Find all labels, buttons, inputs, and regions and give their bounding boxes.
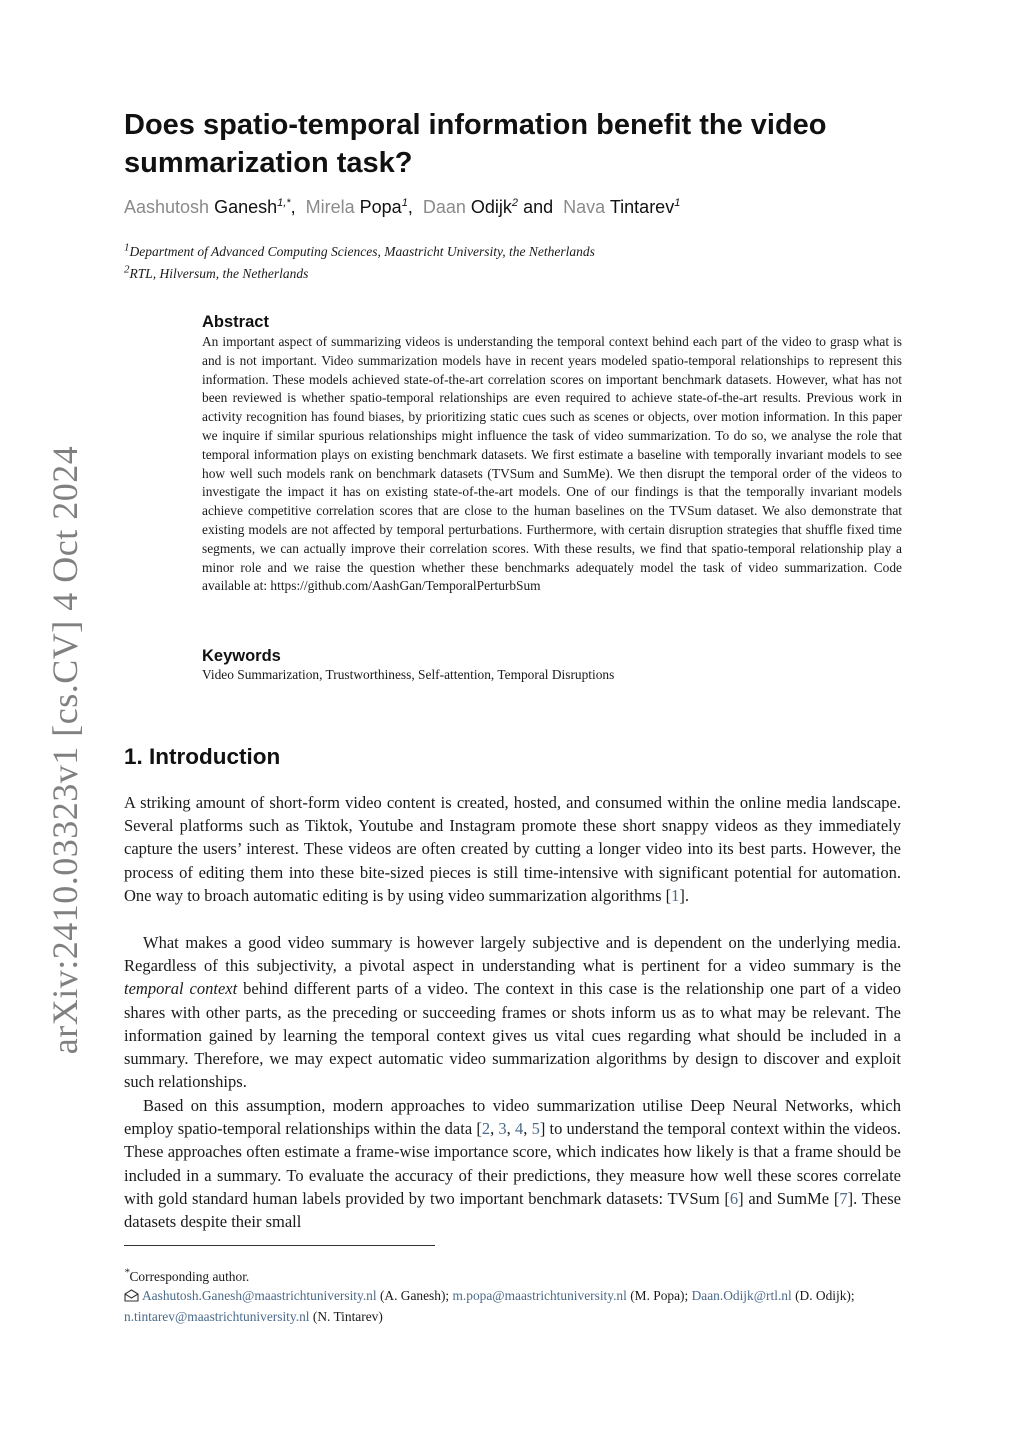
citation-link[interactable]: 5	[531, 1119, 540, 1139]
author-family-name: Odijk	[470, 197, 512, 217]
citation-link[interactable]: 1	[671, 885, 680, 905]
email-link[interactable]: m.popa@maastrichtuniversity.nl	[452, 1288, 627, 1303]
author-affiliation-mark: 1	[674, 197, 681, 209]
author-given-name: Nava	[563, 197, 606, 217]
abstract-text: An important aspect of summarizing videos is understanding the temporal context behind each part of the video to grasp what is and is not important. Video summarization models have in recent years modeled spatio-temporal relationships to represent this information. These models achieved state-of-the-art correlation scores on important benchmark datasets. However, what has not been reviewed is whether spatio-temporal relationships are even required to achieve state-of-the-art results. Previous work in activity recognition has found biases, by prioritizing static cues such as scenes or objects, over motion information. In this paper we inquire if similar spurious relationships might influence the task of video summarization. To do so, we analyse the role that temporal information plays on existing benchmark datasets. We first estimate a baseline with temporally invariant models to see how well such models rank on benchmark datasets (TVSum and SumMe). We then disrupt the temporal order of the videos to investigate the impact it has on existing state-of-the-art models. One of our findings is that the temporally invariant models achieve competitive correlation scores that are close to the human baselines on the TVSum dataset. We also demonstrate that existing models are not affected by temporal perturbations. Furthermore, with certain disruption strategies that shuffle fixed time segments, we can actually improve their correlation scores. With these results, we find that spatio-temporal relationship play a minor role and we raise the question whether these benchmarks adequately model the task of video summarization. Code available at: https://github.com/AashGan/TemporalPerturbSum	[202, 334, 902, 594]
citation-link[interactable]: 7	[839, 1188, 848, 1208]
arxiv-identifier: arXiv:2410.03323v1 [cs.CV] 4 Oct 2024	[45, 445, 85, 1055]
abstract-heading: Abstract	[202, 313, 269, 331]
citation-link[interactable]: 4	[515, 1119, 524, 1139]
paragraph-text: ]. These datasets despite their small	[124, 1188, 901, 1232]
intro-paragraph-1	[124, 791, 901, 907]
paragraph-text: Based on this assumption, modern approaches to video summarization utilise Deep Neural Networks, which employ spatio-temporal relationships within the data [	[124, 1096, 901, 1139]
paragraph-text: A striking amount of short-form video content is created, hosted, and consumed within the online media landscape. Several platforms such as Tiktok, Youtube and Instagram promote these short snappy videos as they immediately capture the users’ interest. These videos are often created by cutting a longer video into its best parts. However, the process of editing them into these bite-sized pieces is still time-intensive with significant potential for automation. One way to broach automatic editing is by using video summarization algorithms [	[124, 793, 901, 905]
paragraph-text: ] to understand the temporal context within the videos. These approaches often estimate a frame-wise importance score, which indicates how likely is that a frame should be included in a summary. To evaluate the accuracy of their predictions, they measure how well these scores correlate with gold standard human labels provided by two important benchmark datasets: TVSum [	[124, 1119, 902, 1208]
affiliation-mark: 1	[124, 241, 130, 254]
author-separator: ,	[290, 197, 296, 217]
paragraph-text: behind different parts of a video. The context in this case is the relationship one part of a video shares with other parts, as the preceding or succeeding frames or shots inform us as to what may be relevant. The information gained by learning the temporal context gives us vital cues regarding what should be included in a summary. Therefore, we may expect automatic video summarization algorithms by design to discover and exploit such relationships.	[124, 979, 901, 1092]
email-link[interactable]: n.tintarev@maastrichtuniversity.nl	[124, 1309, 310, 1324]
author-conjunction: and	[523, 197, 554, 217]
author-family-name: Popa	[359, 197, 402, 217]
intro-paragraph-2	[124, 931, 901, 1093]
author-given-name: Daan	[422, 197, 466, 217]
footnote-emails	[124, 1286, 904, 1326]
affiliation-text: Department of Advanced Computing Sciences, Maastricht University, the Netherlands	[129, 244, 595, 259]
author-popa	[306, 197, 408, 217]
affiliations	[124, 241, 595, 285]
author-ganesh	[124, 197, 291, 217]
author-initials: (D. Odijk);	[795, 1288, 855, 1303]
section-heading-introduction: 1. Introduction	[124, 744, 281, 769]
paragraph-text: What makes a good video summary is however largely subjective and is dependent on the underlying media. Regardless of this subjectivity, a pivotal aspect in understanding what is pertinent for a video summary is the	[124, 933, 901, 976]
email-link[interactable]: Aashutosh.Ganesh@maastrichtuniversity.nl	[142, 1288, 377, 1303]
affiliation-2	[124, 263, 595, 285]
author-initials: (A. Ganesh);	[379, 1288, 450, 1303]
envelope-icon	[124, 1288, 139, 1307]
author-tintarev	[563, 197, 680, 217]
author-initials: (N. Tintarev)	[312, 1309, 383, 1324]
author-given-name: Mirela	[305, 197, 355, 217]
citation-link[interactable]: 2	[481, 1119, 491, 1139]
paragraph-text: ] and SumMe [	[738, 1188, 840, 1208]
keywords-text: Video Summarization, Trustworthiness, Self-attention, Temporal Disruptions	[202, 667, 615, 682]
author-initials: (M. Popa);	[630, 1288, 689, 1303]
affiliation-1	[124, 241, 595, 263]
author-family-name: Ganesh	[214, 197, 278, 217]
footnotes	[124, 1267, 904, 1326]
emphasized-term: temporal context	[124, 979, 238, 999]
footnote-divider	[124, 1245, 435, 1246]
paper-title: Does spatio-temporal information benefit the video summarization task?	[124, 109, 827, 179]
paragraph-text: ].	[679, 885, 690, 905]
author-odijk	[423, 197, 518, 217]
footnote-text: Corresponding author.	[129, 1269, 250, 1284]
citation-link[interactable]: 6	[729, 1188, 739, 1208]
affiliation-text: RTL, Hilversum, the Netherlands	[129, 266, 309, 281]
footnote-corresponding	[124, 1267, 904, 1286]
email-link[interactable]: Daan.Odijk@rtl.nl	[691, 1288, 792, 1303]
author-list	[124, 197, 680, 218]
author-affiliation-mark: 1	[401, 197, 408, 209]
keywords-heading: Keywords	[202, 647, 281, 665]
affiliation-mark: 2	[124, 263, 130, 276]
citation-link[interactable]: 3	[498, 1119, 507, 1139]
author-affiliation-mark: 2	[511, 197, 519, 209]
footnote-mark: *	[124, 1266, 130, 1279]
author-given-name: Aashutosh	[124, 197, 210, 217]
author-affiliation-mark: 1,*	[277, 197, 291, 209]
author-family-name: Tintarev	[609, 197, 675, 217]
intro-paragraph-3: Based on this assumption, modern approaches to video summarization utilise Deep Neural Networks, which employ spatio-temporal relationships within the data [2, 3, 4, 5] to understand the temporal context within the videos. These approaches often estimate a frame-wise importance score, which indicates how likely is that a frame should be included in a summary. To evaluate the accuracy of their predictions, they measure how well these scores correlate with gold standard human labels provided by two important benchmark datasets: TVSum [6] and SumMe [7]. These datasets despite their small	[124, 1096, 902, 1232]
author-separator: ,	[407, 197, 413, 217]
